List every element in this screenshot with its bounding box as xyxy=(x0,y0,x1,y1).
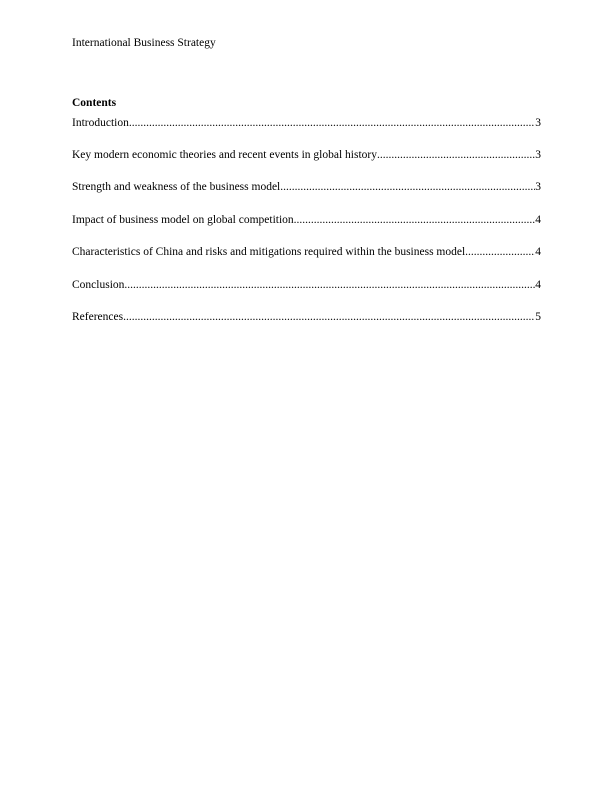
toc-dot-leader xyxy=(129,116,535,130)
toc-entry-china-risks[interactable] xyxy=(72,245,541,259)
toc-entry-page: 4 xyxy=(535,278,541,291)
toc-entry-title: Conclusion xyxy=(72,278,125,291)
toc-entry-introduction[interactable] xyxy=(72,116,541,130)
toc-entry-page: 3 xyxy=(535,181,541,193)
toc-entry-conclusion[interactable] xyxy=(72,278,541,292)
table-of-contents xyxy=(72,116,541,343)
toc-entry-references[interactable] xyxy=(72,310,541,324)
toc-entry-title: Strength and weakness of the business model xyxy=(72,181,281,193)
toc-dot-leader xyxy=(280,180,535,194)
toc-entry-page: 3 xyxy=(535,148,541,161)
toc-dot-leader xyxy=(123,310,535,324)
toc-dot-leader xyxy=(294,213,536,227)
toc-entry-page: 3 xyxy=(535,117,541,129)
toc-entry-title: Introduction xyxy=(72,117,129,129)
toc-dot-leader xyxy=(124,278,535,292)
toc-dot-leader xyxy=(377,148,535,162)
toc-entry-title: Impact of business model on global competition xyxy=(72,213,294,226)
toc-entry-title: Key modern economic theories and recent events in global history xyxy=(72,148,377,161)
toc-heading: Contents xyxy=(72,97,117,109)
toc-entry-page: 4 xyxy=(535,246,541,258)
toc-entry-title: Characteristics of China and risks and mitigations required within the business model xyxy=(72,246,466,258)
toc-entry-page: 4 xyxy=(535,213,541,226)
toc-entry-title: References xyxy=(72,311,124,323)
toc-entry-strength-weakness[interactable] xyxy=(72,180,541,194)
toc-entry-global-competition[interactable] xyxy=(72,213,541,227)
toc-dot-leader xyxy=(465,245,535,259)
toc-entry-page: 5 xyxy=(535,311,541,323)
running-header: International Business Strategy xyxy=(72,37,216,49)
toc-entry-economic-theories[interactable] xyxy=(72,148,541,162)
